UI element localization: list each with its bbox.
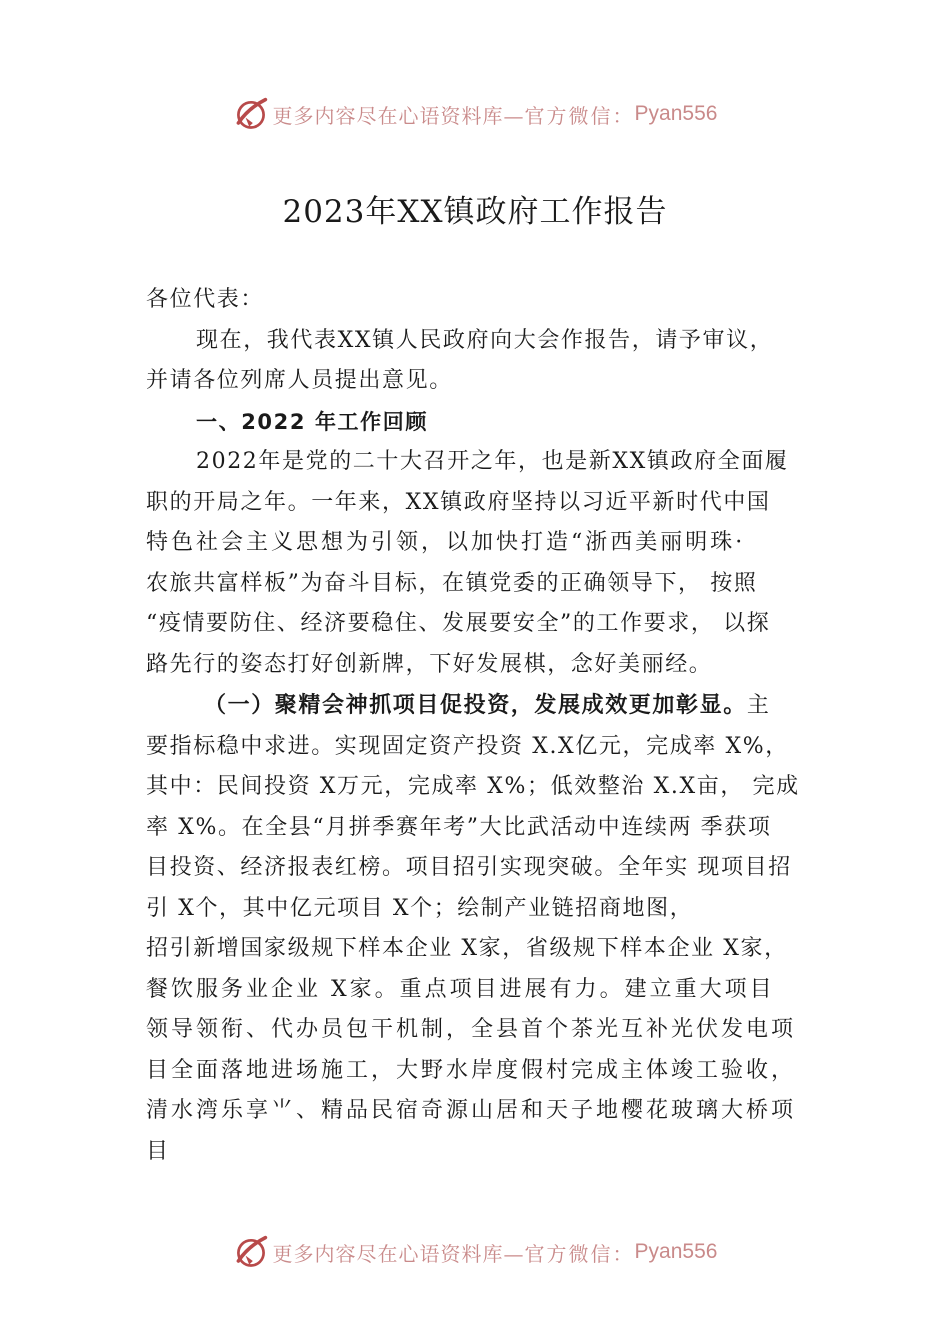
- paragraph-line: 目: [146, 1138, 170, 1164]
- paragraph-line: 目投资、经济报表红榜。项目招引实现突破。全年实 现项目招: [146, 855, 792, 880]
- paragraph-line: 引 X个，其中亿元项目 X个；绘制产业链招商地图，: [146, 895, 694, 921]
- section-heading: 一、2022 年工作回顾: [196, 409, 428, 434]
- watermark-wechat-label: 官方微信：: [524, 103, 635, 128]
- watermark-wechat-id: Pyan556: [634, 1240, 718, 1263]
- paragraph-line: 特色社会主义思想为引领，以加快打造“浙西美丽明珠·: [146, 530, 746, 555]
- paragraph-line: 清水湾乐享⺌、精品民宿奇源山居和天子地樱花玻璃大桥项: [146, 1098, 797, 1123]
- paragraph-line: 职的开局之年。一年来，XX镇政府坚持以习近平新时代中国: [146, 489, 771, 515]
- paragraph-line: 农旅共富样板”为奋斗目标，在镇党委的正确领导下， 按照: [146, 570, 758, 596]
- watermark-footer: [0, 1232, 950, 1272]
- subsection-line: [146, 685, 836, 727]
- watermark-header: [0, 94, 950, 134]
- document-title: 2023年XX镇政府工作报告: [282, 194, 668, 230]
- brush-logo-icon: [233, 96, 269, 132]
- paragraph-line: 目全面落地进场施工，大野水岸度假村完成主体竣工验收，: [146, 1057, 797, 1083]
- watermark-wechat-label: 官方微信：: [524, 1241, 635, 1266]
- paragraph-line: 招引新增国家级规下样本企业 X家，省级规下样本企业 X家，: [146, 936, 788, 961]
- salutation: 各位代表：: [146, 287, 265, 312]
- paragraph-text: 主: [746, 693, 771, 718]
- brush-logo-icon: [233, 1234, 269, 1270]
- paragraph-line: 要指标稳中求进。实现固定资产投资 X.X亿元，完成率 X%，: [146, 733, 789, 759]
- paragraph-line: 2022年是党的二十大召开之年，也是新XX镇政府全面履: [196, 449, 789, 474]
- watermark-wechat-id: Pyan556: [634, 102, 718, 125]
- subsection-heading: （一）聚精会神抓项目促投资，发展成效更加彰显。: [204, 692, 747, 718]
- paragraph-line: 现在，我代表XX镇人民政府向大会作报告，请予审议，: [196, 327, 774, 353]
- watermark-text: 更多内容尽在心语资料库—: [272, 1241, 525, 1266]
- paragraph-line: 领导领衔、代办员包干机制，全县首个茶光互补光伏发电项: [146, 1017, 797, 1042]
- paragraph-line: 餐饮服务业企业 X家。重点项目进展有力。建立重大项目: [146, 976, 775, 1002]
- watermark-text: 更多内容尽在心语资料库—: [272, 103, 525, 128]
- paragraph-line: 路先行的姿态打好创新牌，下好发展棋，念好美丽经。: [146, 651, 713, 677]
- paragraph-line: 并请各位列席人员提出意见。: [146, 368, 453, 393]
- paragraph-line: 其中：民间投资 X万元，完成率 X%；低效整治 X.X亩， 完成: [146, 774, 800, 799]
- paragraph-line: 率 X%。在全县“月拼季赛年考”大比武活动中连续两 季获项: [146, 814, 772, 840]
- paragraph-line: “疫情要防住、经济要稳住、发展要安全”的工作要求， 以探: [146, 611, 771, 636]
- document-body: [146, 280, 836, 1172]
